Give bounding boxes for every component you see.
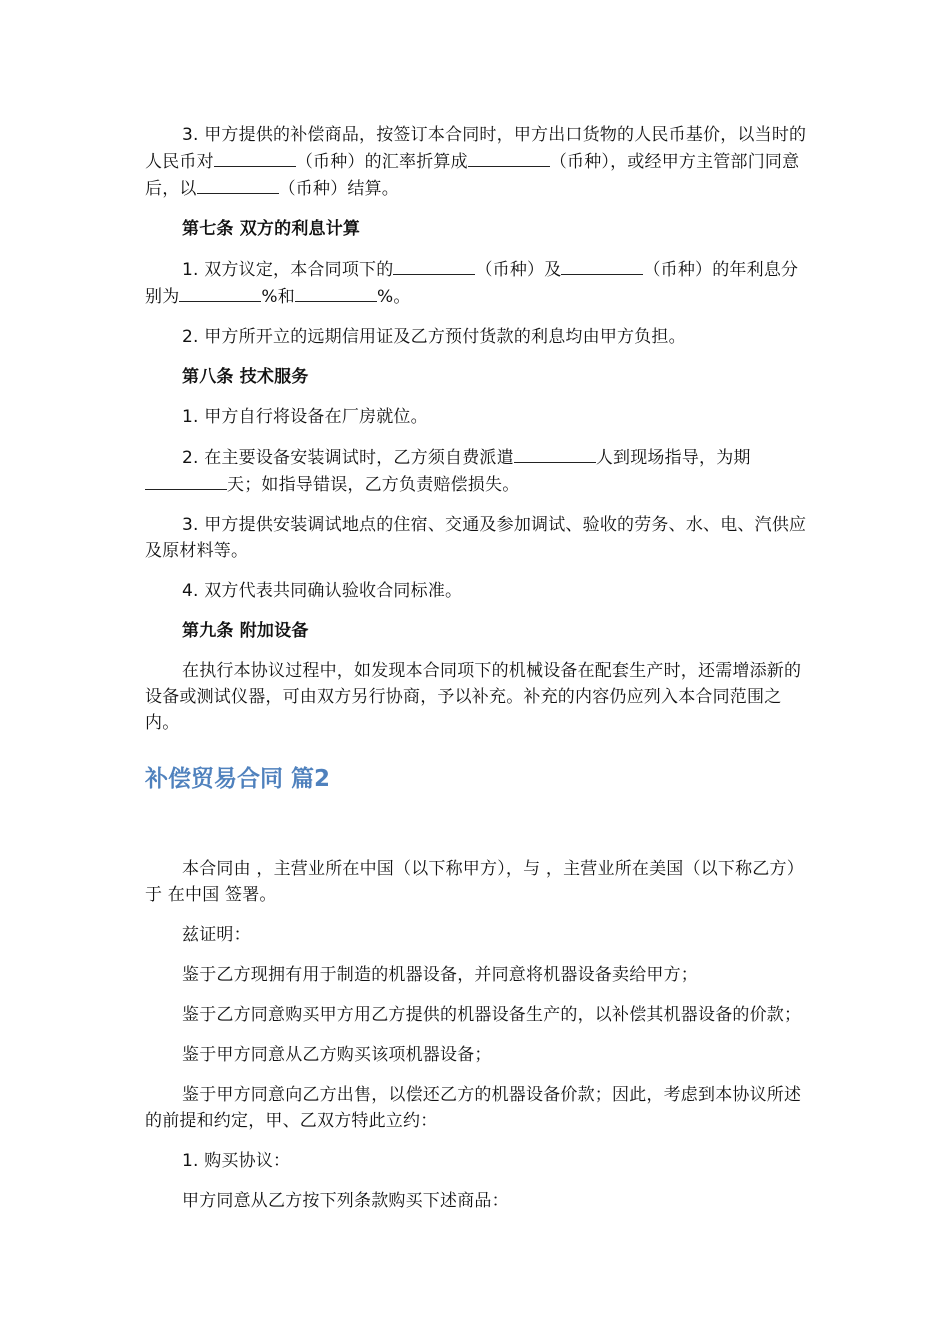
recital-1: 鉴于乙方现拥有用于制造的机器设备，并同意将机器设备卖给甲方； <box>182 965 698 985</box>
blank-field[interactable] <box>197 175 279 194</box>
clause-9-body: 在执行本协议过程中，如发现本合同项下的机械设备在配套生产时，还需增添新的设备或测试仪器，可由双方另行协商，予以补充。补充的内容仍应列入本合同范围之内。 <box>145 661 802 733</box>
recital-3: 鉴于甲方同意从乙方购买该项机器设备； <box>182 1045 492 1065</box>
blank-field[interactable] <box>514 444 596 463</box>
purchase-agreement-heading: 1. 购买协议： <box>182 1151 291 1171</box>
blank-field[interactable] <box>468 148 550 167</box>
clause-6-item-3: 3. 甲方提供的补偿商品，按签订本合同时，甲方出口货物的人民币基价，以当时的人民币对 （币种）的汇率折算成 （币种），或经甲方主管部门同意后，以 （币种）结算。 <box>145 125 807 199</box>
recital-2: 鉴于乙方同意购买甲方用乙方提供的机器设备生产的，以补偿其机器设备的价款； <box>182 1005 802 1025</box>
article-9-heading: 第九条 附加设备 <box>182 621 309 641</box>
blank-field[interactable] <box>179 283 261 302</box>
document-page <box>145 122 807 1214</box>
section-title: 补偿贸易合同 篇2 <box>145 766 331 792</box>
blank-field[interactable] <box>295 283 377 302</box>
clause-7-item-1: 1. 双方议定，本合同项下的 （币种）及 （币种）的年利息分别为 %和 %。 <box>145 256 807 310</box>
clause-7-item-2: 2. 甲方所开立的远期信用证及乙方预付货款的利息均由甲方负担。 <box>182 327 686 347</box>
blank-field[interactable] <box>145 471 227 490</box>
witness-line: 兹证明： <box>182 925 251 945</box>
article-7-heading: 第七条 双方的利息计算 <box>182 219 361 239</box>
clause-8-item-1: 1. 甲方自行将设备在厂房就位。 <box>182 407 428 427</box>
blank-field[interactable] <box>561 256 643 275</box>
recital-4: 鉴于甲方同意向乙方出售，以偿还乙方的机器设备价款；因此，考虑到本协议所述的前提和约定，甲、乙双方特此立约： <box>145 1085 802 1131</box>
blank-field[interactable] <box>393 256 475 275</box>
contract-intro: 本合同由 ，主营业所在中国（以下称甲方），与 ，主营业所在美国（以下称乙方）于 在中国 签署。 <box>145 859 804 905</box>
article-8-heading: 第八条 技术服务 <box>182 367 309 387</box>
clause-8-item-2: 2. 在主要设备安装调试时，乙方须自费派遣 人到现场指导，为期天；如指导错误，乙方负责赔偿损失。 <box>145 444 807 498</box>
purchase-terms-intro: 甲方同意从乙方按下列条款购买下述商品： <box>182 1191 509 1211</box>
clause-8-item-4: 4. 双方代表共同确认验收合同标准。 <box>182 581 463 601</box>
blank-field[interactable] <box>214 148 296 167</box>
clause-8-item-3: 3. 甲方提供安装调试地点的住宿、交通及参加调试、验收的劳务、水、电、汽供应及原材料等。 <box>145 515 807 561</box>
